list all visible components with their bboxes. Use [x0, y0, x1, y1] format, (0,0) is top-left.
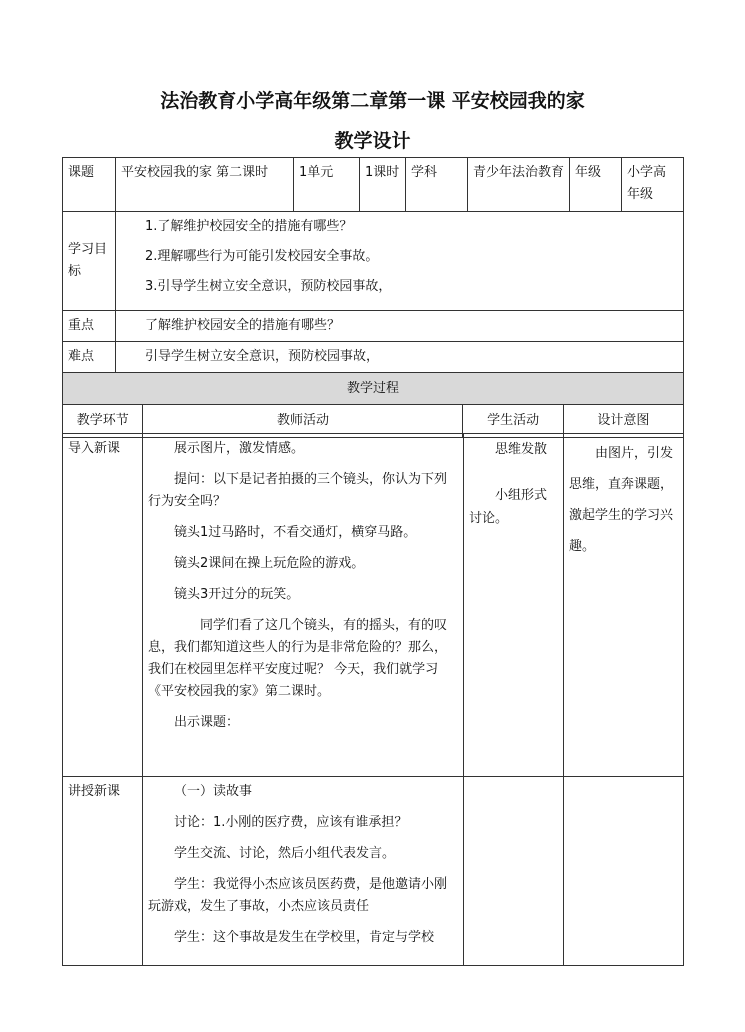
key-point-row [63, 311, 684, 342]
objectives-row [63, 212, 684, 311]
teacher-line: 讨论：1.小刚的医疗费，应该有谁承担？ [174, 815, 408, 830]
unit-value: 1单元 [294, 158, 360, 212]
student-line: 思维发散 [495, 442, 548, 457]
teacher-line: 学生交流、讨论，然后小组代表发言。 [174, 846, 396, 861]
key-point-value: 了解维护校园安全的措施有哪些？ [116, 311, 684, 342]
student-line: 小组形式讨论。 [469, 488, 548, 526]
teacher-line: 学生：这个事故是发生在学校里，肯定与学校 [174, 930, 435, 945]
grade-value: 小学高年级 [622, 158, 684, 212]
intent-text: 由图片，引发思维，直奔课题，激起学生的学习兴趣。 [569, 446, 674, 554]
process-row-intro [63, 434, 684, 777]
teacher-line: 学生：我觉得小杰应该员医药费，是他邀请小刚玩游戏，发生了事故，小杰应该员责任 [148, 877, 448, 914]
objective-item: 2.理解哪些行为可能引发校园安全事故。 [145, 249, 379, 264]
teacher-activity [143, 434, 464, 777]
teacher-line: 镜头3开过分的玩笑。 [174, 587, 300, 602]
process-row-new-lesson [63, 777, 684, 966]
difficulty-row [63, 342, 684, 373]
difficulty-value: 引导学生树立安全意识，预防校园事故， [116, 342, 684, 373]
design-intent [564, 434, 684, 777]
column-header-intent: 设计意图 [597, 413, 650, 428]
subject-label: 学科 [406, 158, 468, 212]
document-title: 法治教育小学高年级第二章第一课 平安校园我的家 [160, 90, 585, 112]
column-header-stage: 教学环节 [63, 405, 143, 437]
teacher-line: 展示图片，激发情感。 [174, 441, 305, 456]
teacher-line: 镜头1过马路时，不看交通灯，横穿马路。 [174, 525, 417, 540]
process-table [62, 433, 684, 966]
lesson-plan-table [62, 157, 684, 438]
subject-value: 青少年法治教育 [468, 158, 570, 212]
objectives-list [116, 212, 684, 311]
design-intent [564, 777, 684, 966]
teacher-line: 出示课题： [174, 715, 240, 730]
stage-cell: 导入新课 [63, 434, 143, 777]
student-activity [464, 777, 564, 966]
process-header: 教学过程 [63, 373, 684, 405]
objectives-label: 学习目标 [63, 212, 116, 311]
teacher-line: 提问：以下是记者拍摄的三个镜头，你认为下列行为安全吗？ [148, 472, 448, 509]
column-header-student: 学生活动 [463, 405, 563, 437]
column-header-teacher: 教师活动 [143, 405, 463, 437]
info-row [63, 158, 684, 212]
objective-item: 1.了解维护校园安全的措施有哪些？ [145, 219, 353, 234]
key-point-label: 重点 [63, 311, 116, 342]
teacher-line: （一）读故事 [174, 784, 253, 799]
grade-label: 年级 [570, 158, 622, 212]
stage-cell: 讲授新课 [63, 777, 143, 966]
teacher-line: 镜头2课间在操上玩危险的游戏。 [174, 556, 365, 571]
lesson-value: 平安校园我的家 第二课时 [116, 158, 294, 212]
teacher-activity [143, 777, 464, 966]
lesson-label: 课题 [63, 158, 116, 212]
difficulty-label: 难点 [63, 342, 116, 373]
process-header-row [63, 373, 684, 405]
document-subtitle: 教学设计 [334, 130, 411, 152]
teacher-line: 同学们看了这几个镜头，有的摇头，有的叹息，我们都知道这些人的行为是非常危险的？那么，我们在校园里怎样平安度过呢？ 今天，我们就学习《平安校园我的家》第二课时。 [148, 618, 448, 699]
student-activity [464, 434, 564, 777]
hours-value: 1课时 [360, 158, 406, 212]
objective-item: 3.引导学生树立安全意识，预防校园事故， [145, 279, 392, 294]
